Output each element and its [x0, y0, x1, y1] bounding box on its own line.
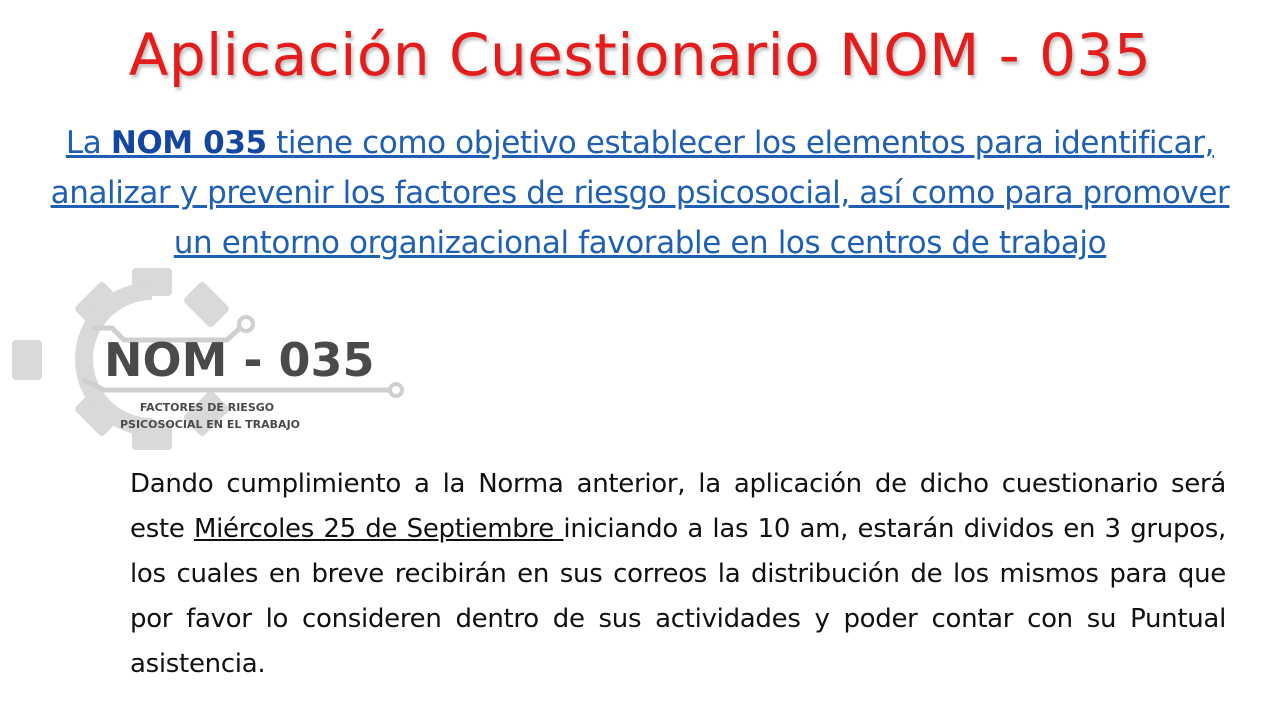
logo-subtitle-1: FACTORES DE RIESGO [139, 401, 275, 414]
notice-before-date: Dando cumplimiento a la Norma anterior, la aplicación de dicho cuestionario será este [130, 469, 1226, 544]
logo-subtitle-2: PSICOSOCIAL EN EL TRABAJO [119, 418, 301, 431]
intro-rest: tiene como objetivo establecer los elementos para identificar, analizar y prevenir los factores de riesgo psicosocial, así como para promover un entorno organizacional favorable en los centros de trabajo [50, 125, 1230, 261]
notice-date: Miércoles 25 de Septiembre [193, 514, 564, 544]
intro-prefix: La [65, 125, 111, 161]
intro-paragraph[interactable] [40, 118, 1240, 268]
notice-after-date: iniciando a las 10 am, estarán dividos en 3 grupos, los cuales en breve recibirán en sus correos la distribución de los mismos para que por favor lo consideren dentro de sus actividades y poder contar con su Puntual asistencia. [130, 514, 1226, 679]
logo-main-text: NOM - 035 [104, 333, 375, 387]
gear-icon [12, 268, 412, 450]
intro-nom-bold: NOM 035 [110, 125, 267, 161]
nom035-logo [12, 268, 412, 450]
slide-title: Aplicación Cuestionario NOM - 035 [128, 21, 1152, 89]
notice-paragraph [130, 462, 1226, 687]
